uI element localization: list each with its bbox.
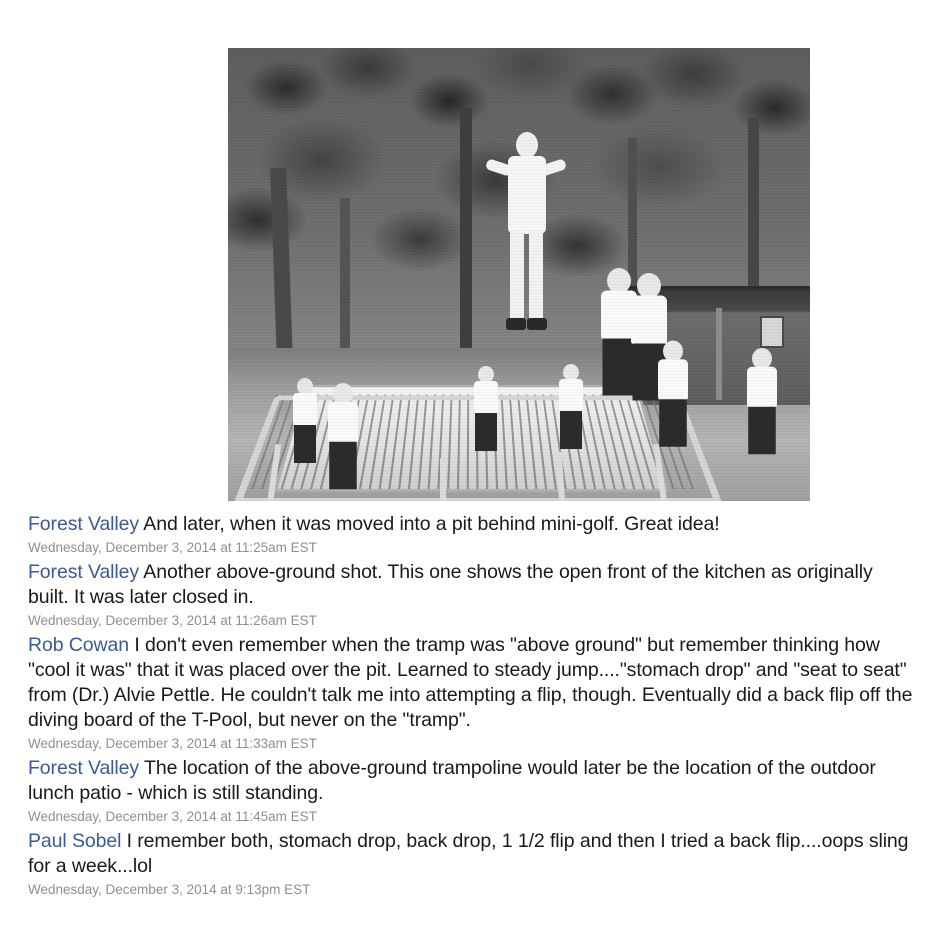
comment-timestamp: Wednesday, December 3, 2014 at 11:33am EST: [28, 736, 317, 751]
comment-text: And later, when it was moved into a pit behind mini-golf. Great idea!: [143, 513, 720, 535]
child-spectator: [745, 348, 780, 498]
trampoline-photo: [228, 48, 810, 501]
comment-body: [28, 756, 918, 806]
jumper-shoe: [506, 318, 526, 330]
comment-body: [28, 560, 918, 610]
child-spectator: [558, 364, 584, 444]
child-spectator: [472, 366, 500, 450]
comment-item: [28, 633, 918, 754]
comment-timestamp: Wednesday, December 3, 2014 at 11:45am EST: [28, 809, 317, 824]
comment-body: [28, 829, 918, 879]
child-spectator: [324, 383, 362, 501]
jumping-man: [496, 132, 556, 347]
comment-author[interactable]: Forest Valley: [28, 513, 140, 535]
comment-author[interactable]: Paul Sobel: [28, 830, 122, 852]
photo-figure: [228, 48, 810, 501]
comment-timestamp: Wednesday, December 3, 2014 at 11:26am EST: [28, 613, 317, 628]
comment-list: [28, 512, 918, 902]
comment-text: I remember both, stomach drop, back drop, 1 1/2 flip and then I tried a back flip....oops sling for a week...lol: [28, 830, 909, 877]
jumper-torso: [508, 156, 546, 234]
child-spectator: [657, 341, 690, 479]
comment-body: [28, 512, 918, 537]
comment-item: [28, 756, 918, 827]
comment-item: [28, 512, 918, 558]
comment-text: Another above-ground shot. This one shows the open front of the kitchen as originally built. It was later closed in.: [28, 561, 873, 608]
jumper-head: [516, 132, 538, 158]
comment-author[interactable]: Rob Cowan: [28, 634, 129, 656]
comment-author[interactable]: Forest Valley: [28, 757, 140, 779]
child-spectator: [290, 378, 320, 468]
comment-text: I don't even remember when the tramp was "above ground" but remember thinking how "cool it was" that it was placed over the pit. Learned to steady jump...."stomach drop" and "seat to seat" from (Dr.) Alvie Pettle. He couldn't talk me into attempting a flip, though. Eventually did a back flip off the diving board of the T-Pool, but never on the "tramp".: [28, 634, 913, 731]
building-door: [760, 316, 784, 348]
tree-trunk: [460, 108, 472, 358]
jumper-shoe: [527, 318, 547, 330]
comment-text: The location of the above-ground trampoline would later be the location of the outdoor lunch patio - which is still standing.: [28, 757, 876, 804]
comment-item: [28, 829, 918, 900]
building-post: [716, 308, 722, 400]
comment-body: [28, 633, 918, 733]
jumper-leg: [510, 230, 524, 320]
comment-timestamp: Wednesday, December 3, 2014 at 11:25am EST: [28, 540, 317, 555]
comment-item: [28, 560, 918, 631]
jumper-leg: [529, 230, 543, 320]
comment-timestamp: Wednesday, December 3, 2014 at 9:13pm EST: [28, 882, 311, 897]
trampoline-leg: [440, 458, 446, 501]
comment-author[interactable]: Forest Valley: [28, 561, 140, 583]
